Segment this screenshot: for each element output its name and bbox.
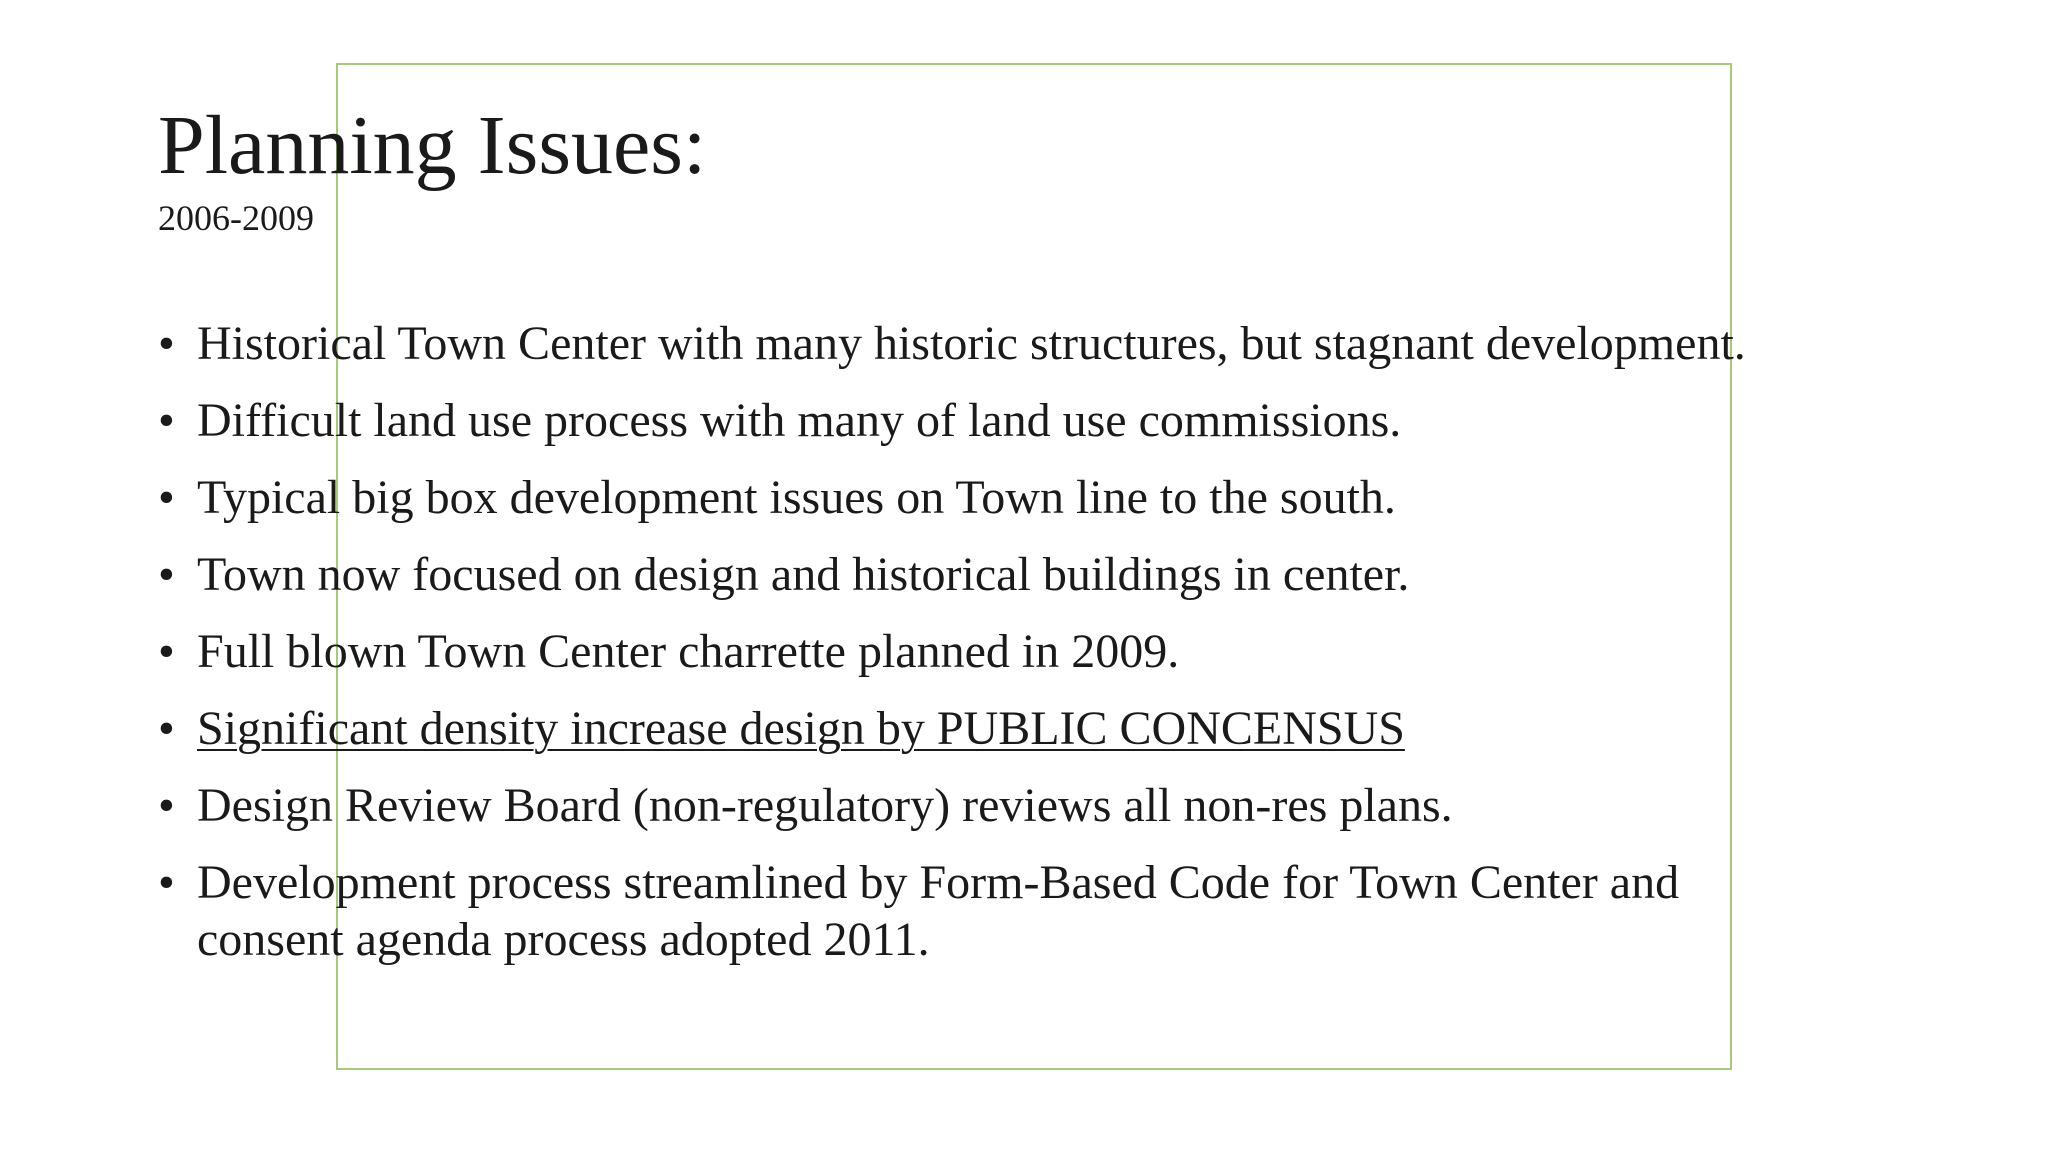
- bullet-text: Full blown Town Center charrette planned in 2009.: [197, 625, 1180, 678]
- bullet-list: [158, 315, 1958, 988]
- slide-title: Planning Issues:: [158, 99, 707, 192]
- bullet-item-2: [158, 392, 1958, 449]
- bullet-dot-icon: •: [158, 471, 175, 524]
- bullet-item-1: [158, 315, 1958, 372]
- bullet-text: Typical big box development issues on Town line to the south.: [197, 471, 1396, 524]
- bullet-item-7: [158, 777, 1958, 834]
- bullet-item-5: [158, 623, 1958, 680]
- bullet-text-line-2: consent agenda process adopted 2011.: [197, 913, 930, 966]
- bullet-text: [197, 854, 1679, 968]
- bullet-text: Difficult land use process with many of land use commissions.: [197, 394, 1402, 447]
- bullet-text-underlined: Significant density increase design by PUBLIC CONCENSUS: [197, 702, 1405, 755]
- bullet-dot-icon: •: [158, 548, 175, 601]
- bullet-text: Design Review Board (non-regulatory) reviews all non-res plans.: [197, 779, 1453, 832]
- bullet-dot-icon: •: [158, 779, 175, 832]
- bullet-text: Town now focused on design and historical buildings in center.: [197, 548, 1410, 601]
- slide-subtitle: 2006-2009: [158, 198, 314, 238]
- bullet-item-3: [158, 469, 1958, 526]
- bullet-dot-icon: •: [158, 317, 175, 370]
- bullet-text-line-1: Development process streamlined by Form-Based Code for Town Center and: [197, 856, 1680, 909]
- bullet-text: Historical Town Center with many historic structures, but stagnant development.: [197, 317, 1746, 370]
- bullet-dot-icon: •: [158, 702, 175, 755]
- bullet-dot-icon: •: [158, 625, 175, 678]
- bullet-dot-icon: •: [158, 856, 175, 909]
- bullet-item-6: [158, 700, 1958, 757]
- bullet-item-4: [158, 546, 1958, 603]
- bullet-item-8: [158, 854, 1958, 968]
- bullet-dot-icon: •: [158, 394, 175, 447]
